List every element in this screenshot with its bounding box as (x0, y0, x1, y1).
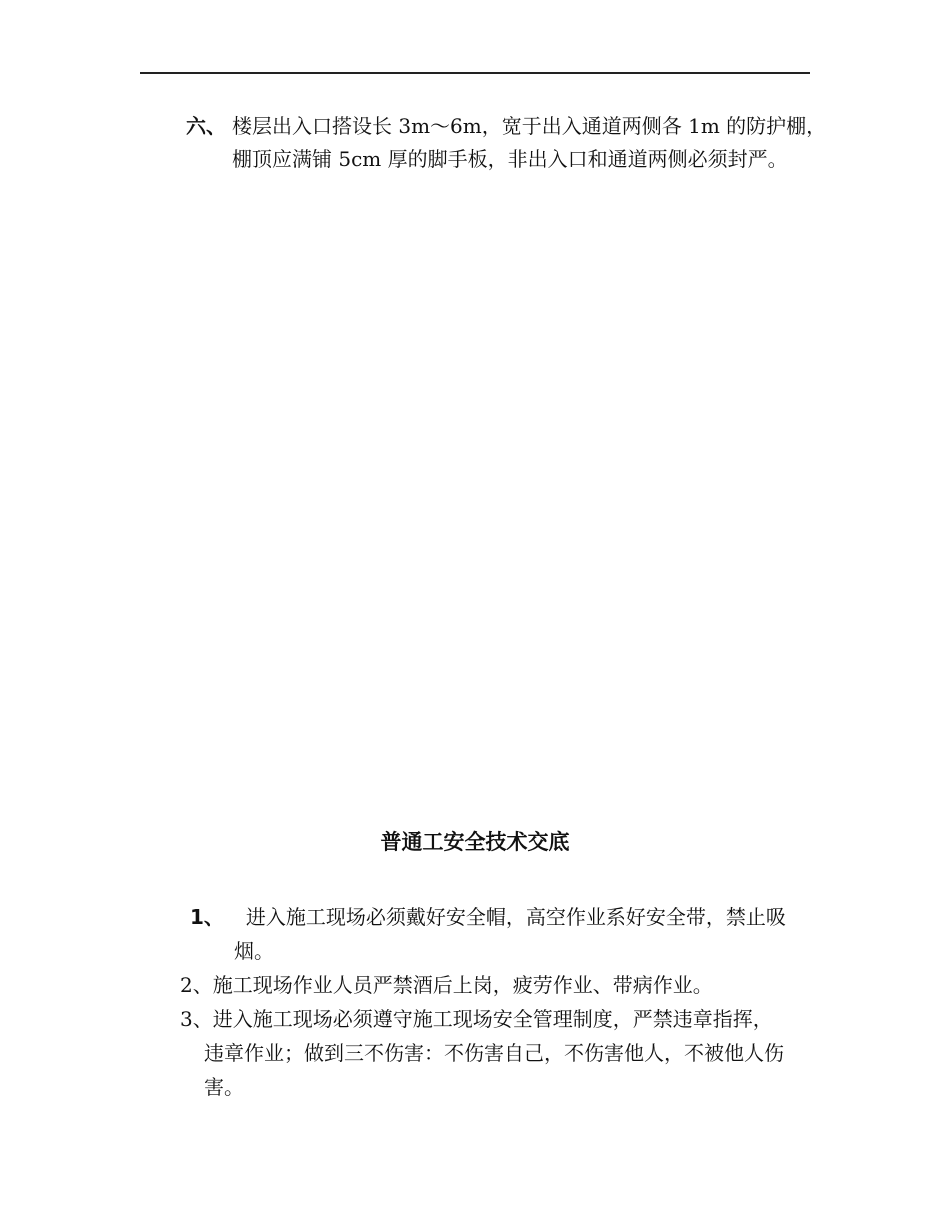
item-text: 进入施工现场必须遵守施工现场安全管理制度，严禁违章指挥， (212, 1007, 773, 1031)
item-text-continued: 害。 (204, 1075, 244, 1099)
item-number: 2、 (180, 973, 213, 997)
item-number: 1、 (190, 905, 224, 929)
item-text-continued: 烟。 (234, 939, 274, 963)
document-title: 普通工安全技术交底 (380, 830, 570, 854)
header-rule (140, 72, 810, 74)
item-text-continued: 违章作业；做到三不伤害：不伤害自己，不伤害他人，不被他人伤 (204, 1041, 784, 1065)
item-number: 3、 (180, 1007, 213, 1031)
section-six (186, 110, 836, 176)
item-text: 施工现场作业人员严禁酒后上岗，疲劳作业、带病作业。 (212, 973, 713, 997)
safety-list (180, 900, 830, 1104)
section-text-line1: 楼层出入口搭设长 3m～6m，宽于出入通道两侧各 1m 的防护棚， (232, 114, 827, 138)
section-number: 六、 (186, 114, 226, 138)
list-item (180, 900, 830, 968)
section-text-line2: 棚顶应满铺 5cm 厚的脚手板，非出入口和通道两侧必须封严。 (232, 147, 788, 171)
item-text: 进入施工现场必须戴好安全帽，高空作业系好安全带，禁止吸 (245, 905, 786, 929)
list-item (180, 1002, 830, 1104)
list-item (180, 968, 830, 1002)
